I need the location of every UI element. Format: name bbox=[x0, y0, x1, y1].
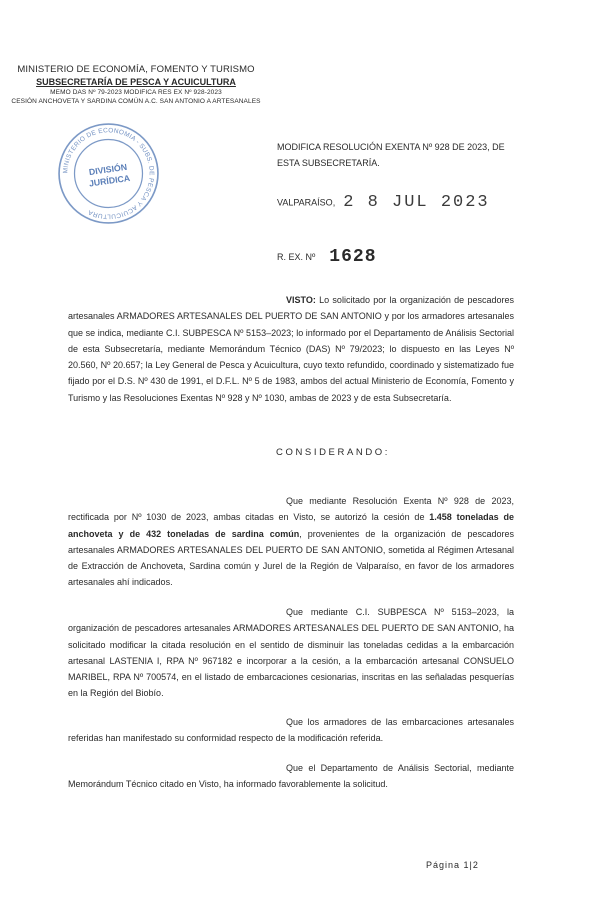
visto-text: Lo solicitado por la organización de pescadores artesanales ARMADORES ARTESANALES DEL PUERTO DE SAN ANTONIO y por los armadores artesanales que se indica, mediante C.I. SUBPESCA Nº 5153–2023; lo informado por el Departamento de Análisis Sectorial de esta Subsecretaría, mediante Memorándum Técnico (DAS) Nº 79/2023; lo dispuesto en las Leyes Nº 20.560, Nº 20.657; la Ley General de Pesca y Acuicultura, cuyo texto refundido, coordinado y sistematizado fue fijado por el D.S. Nº 430 de 1991, el D.F.L. Nº 5 de 1983, ambos del actual Ministerio de Economía, Fomento y Turismo y las Resoluciones Exentas Nº 928 y Nº 1030, ambas de 2023 y de esta Subsecretaría. bbox=[68, 295, 514, 403]
considerando-paragraph-1 bbox=[68, 493, 514, 591]
c2-text: Que mediante C.I. SUBPESCA Nº 5153–2023, la organización de pescadores artesanales ARMADORES ARTESANALES DEL PUERTO DE SAN ANTONIO, ha solicitado modificar la citada resolución en el sentido de disminuir las toneladas cedidas a la embarcación artesanal LASTENIA I, RPA Nº 967182 e incorporar a la cesión, a la embarcación artesanal CONSUELO MARIBEL, RPA Nº 700574, en el listado de embarcaciones cesionarias, inscritas en las señaladas pesquerías en la Región del Biobío. bbox=[68, 607, 514, 699]
considerando-paragraph-4 bbox=[68, 760, 514, 793]
c3-text: Que los armadores de las embarcaciones artesanales referidas han manifestado su conformidad respecto de la modificación referida. bbox=[68, 717, 514, 744]
resolution-number bbox=[277, 247, 377, 267]
c1-text-c: , provenientes de la organización de pescadores artesanales ARMADORES ARTESANALES DEL PUERTO DE SAN ANTONIO, sometida al Régimen Artesanal de Extracción de Anchoveta, Sardina común y Jurel de la Región de Valparaíso, en favor de los armadores artesanales ahí indicados. bbox=[68, 528, 514, 588]
letterhead bbox=[0, 64, 272, 106]
page-number: Página 1|2 bbox=[426, 860, 479, 870]
resolution-subject: MODIFICA RESOLUCIÓN EXENTA Nº 928 DE 2023, DE ESTA SUBSECRETARÍA. bbox=[277, 142, 505, 168]
reference-line-1: MEMO DAS Nº 79-2023 MODIFICA RES EX Nº 928-2023 bbox=[50, 89, 222, 96]
stamp-line-2: JURÍDICA bbox=[88, 172, 131, 189]
rex-number: 1628 bbox=[329, 247, 377, 267]
date-stamp: 2 8 JUL 2023 bbox=[343, 193, 490, 212]
stamp-line-1: DIVISIÓN bbox=[88, 161, 128, 178]
visto-paragraph bbox=[68, 292, 514, 406]
place-and-date bbox=[277, 193, 490, 212]
c4-text: Que el Departamento de Análisis Sectorial, mediante Memorándum Técnico citado en Visto, ha informado favorablemente la solicitud. bbox=[68, 763, 514, 790]
stamp-ring-text: MINISTERIO DE ECONOMIA - SUBS. DE PESCA Y ACUICULTURA bbox=[62, 127, 155, 220]
subsecretaria-name: SUBSECRETARÍA DE PESCA Y ACUICULTURA bbox=[36, 77, 236, 87]
considerando-paragraph-3 bbox=[68, 714, 514, 747]
rex-label: R. EX. Nº bbox=[277, 252, 316, 262]
reference-line-2: CESIÓN ANCHOVETA Y SARDINA COMÚN A.C. SAN ANTONIO A ARTESANALES bbox=[11, 98, 261, 105]
division-juridica-stamp bbox=[57, 122, 160, 225]
considerando-heading: CONSIDERANDO: bbox=[276, 447, 391, 458]
ministry-name: MINISTERIO DE ECONOMÍA, FOMENTO Y TURISMO bbox=[17, 64, 255, 75]
considerando-paragraph-2 bbox=[68, 604, 514, 702]
c1-text-bold: 1.458 toneladas de anchoveta y de 432 toneladas de sardina común bbox=[68, 512, 514, 539]
visto-label: VISTO: bbox=[286, 295, 316, 305]
c1-text-a: Que mediante Resolución Exenta Nº 928 de 2023, rectificada por Nº 1030 de 2023, ambas citadas en Visto, se autorizó la cesión de bbox=[68, 496, 514, 523]
place: VALPARAÍSO, bbox=[277, 197, 336, 208]
